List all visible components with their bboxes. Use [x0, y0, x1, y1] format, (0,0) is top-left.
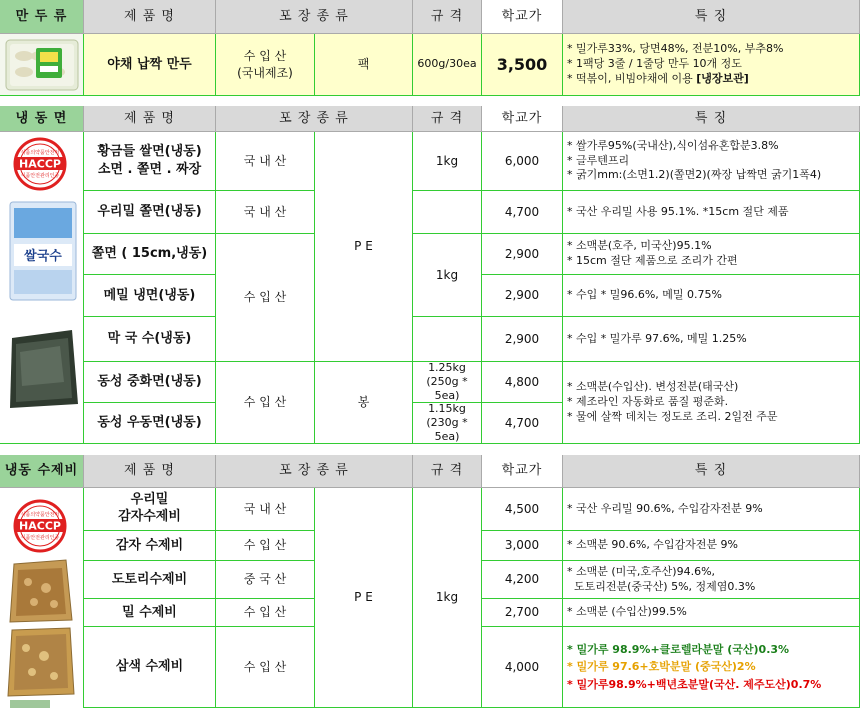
feature-line: * 떡볶이, 비빔야채에 이용 [냉장보관]	[567, 71, 749, 85]
svg-text:쌀국수: 쌀국수	[24, 249, 62, 264]
svg-text:HACCP: HACCP	[19, 519, 61, 533]
feature-line-pumpkin: * 밀가루 97.6+호박분말 (중국산)2%	[567, 660, 756, 674]
spec: 600g/30ea	[413, 34, 482, 96]
origin: 수 입 산	[216, 599, 315, 627]
price: 3,500	[482, 34, 563, 96]
col-header-features: 특 징	[563, 455, 860, 488]
product-name: 동성 중화면(냉동)	[84, 362, 216, 403]
col-header-spec: 규 격	[413, 0, 482, 34]
spec: 1kg	[413, 234, 482, 317]
col-header-product: 제 품 명	[84, 0, 216, 34]
origin: 수 입 산	[216, 531, 315, 561]
feature-line: * 소맥분(수입산). 변성전분(태국산)	[567, 380, 739, 394]
product-name: 막 국 수(냉동)	[84, 317, 216, 362]
feature-line: * 글루텐프리	[567, 153, 630, 167]
category-header-dumpling: 만 두 류	[0, 0, 84, 34]
features: * 소맥분 (수입산)99.5%	[563, 599, 860, 627]
svg-text:식품안전관리인증: 식품안전관리인증	[20, 535, 60, 541]
origin-cell	[216, 34, 315, 96]
spec: 1kg	[413, 132, 482, 191]
features: * 국산 우리밀 90.6%, 수입감자전분 9%	[563, 488, 860, 531]
features: * 국산 우리밀 사용 95.1%. *15cm 절단 제품	[563, 191, 860, 234]
feature-line: * 물에 살짝 데치는 정도로 조리. 2일전 주문	[567, 409, 778, 423]
product-name: 감자 수제비	[84, 531, 216, 561]
origin-line1: 수 입 산	[243, 49, 287, 64]
price: 4,700	[482, 191, 563, 234]
price: 2,900	[482, 275, 563, 317]
features	[563, 132, 860, 191]
price: 4,500	[482, 488, 563, 531]
col-header-price: 학교가	[482, 0, 563, 34]
col-header-price: 학교가	[482, 106, 563, 132]
product-name: 쫄면 ( 15cm,냉동)	[84, 234, 216, 275]
haccp-icon	[0, 132, 84, 444]
spec: 1.25kg (250g * 5ea)	[413, 362, 482, 403]
pack-type-pe: P E	[315, 488, 413, 708]
svg-text:식품안전관리인증: 식품안전관리인증	[20, 173, 60, 179]
feature-line-chlorella: * 밀가루 98.9%+클로렐라분말 (국산)0.3%	[567, 643, 790, 657]
origin-line2: (국내제조)	[237, 65, 293, 80]
features	[563, 34, 860, 96]
pack-type: 팩	[315, 34, 413, 96]
price: 4,200	[482, 561, 563, 599]
svg-text:HACCP: HACCP	[19, 157, 61, 171]
price: 4,700	[482, 403, 563, 444]
product-name: 메밀 냉면(냉동)	[84, 275, 216, 317]
category-header-sujebi: 냉동 수제비	[0, 455, 84, 488]
price: 2,900	[482, 234, 563, 275]
dumpling-product-image	[0, 34, 84, 96]
svg-text:식품의약품안전처: 식품의약품안전처	[20, 512, 60, 518]
storage-note: [냉장보관]	[696, 71, 749, 85]
product-name: 동성 우동면(냉동)	[84, 403, 216, 444]
features: * 소맥분 90.6%, 수입감자전분 9%	[563, 531, 860, 561]
product-name: 도토리수제비	[84, 561, 216, 599]
features: * 수입 * 밀가루 97.6%, 메밀 1.25%	[563, 317, 860, 362]
feature-line: * 소맥분 (미국,호주산)94.6%,	[567, 564, 716, 578]
feature-line: * 제조라인 자동화로 품질 평준화.	[567, 395, 729, 409]
origin: 수 입 산	[216, 234, 315, 362]
features	[563, 362, 860, 444]
origin: 국 내 산	[216, 488, 315, 531]
features	[563, 234, 860, 275]
col-header-spec: 규 격	[413, 455, 482, 488]
pack-type-bag: 봉	[315, 362, 413, 444]
origin: 중 국 산	[216, 561, 315, 599]
price: 3,000	[482, 531, 563, 561]
spec-empty	[413, 191, 482, 234]
origin: 국 내 산	[216, 191, 315, 234]
product-name: 야채 납짝 만두	[84, 34, 216, 96]
price: 4,000	[482, 627, 563, 708]
col-header-packaging: 포 장 종 류	[216, 0, 413, 34]
col-header-features: 특 징	[563, 106, 860, 132]
features	[563, 561, 860, 599]
col-header-product: 제 품 명	[84, 455, 216, 488]
feature-line: * 소맥분(호주, 미국산)95.1%	[567, 239, 712, 253]
feature-line: * 1팩당 3줄 / 1줄당 만두 10개 정도	[567, 57, 742, 71]
feature-line: * 굵기mm:(소면1.2)(쫄면2)(짜장 납짝면 굵기1폭4)	[567, 168, 822, 182]
col-header-features: 특 징	[563, 0, 860, 34]
feature-line: * 쌀가루95%(국내산),식이섬유혼합분3.8%	[567, 138, 779, 152]
price: 2,700	[482, 599, 563, 627]
origin: 국 내 산	[216, 132, 315, 191]
price: 2,900	[482, 317, 563, 362]
product-name: 우리밀 감자수제비	[84, 488, 216, 531]
col-header-product: 제 품 명	[84, 106, 216, 132]
spec-empty	[413, 317, 482, 362]
col-header-spec: 규 격	[413, 106, 482, 132]
features	[563, 627, 860, 708]
sujebi-image-column	[0, 488, 84, 708]
product-name: 황금들 쌀면(냉동) 소면 . 쫄면 . 짜장	[84, 132, 216, 191]
origin: 수 입 산	[216, 362, 315, 444]
feature-line-cactus: * 밀가루98.9%+백년초분말(국산. 제주도산)0.7%	[567, 677, 822, 691]
feature-line: * 15cm 절단 제품으로 조리가 간편	[567, 254, 738, 267]
haccp-icon	[0, 488, 84, 708]
price: 4,800	[482, 362, 563, 403]
spec: 1kg	[413, 488, 482, 708]
feature-line: * 밀가루33%, 당면48%, 전분10%, 부추8%	[567, 42, 784, 56]
features: * 수입 * 밀96.6%, 메밀 0.75%	[563, 275, 860, 317]
spec: 1.15kg (230g * 5ea)	[413, 403, 482, 444]
product-name: 밀 수제비	[84, 599, 216, 627]
col-header-packaging: 포 장 종 류	[216, 455, 413, 488]
origin: 수 입 산	[216, 627, 315, 708]
noodle-image-column	[0, 132, 84, 444]
price: 6,000	[482, 132, 563, 191]
col-header-packaging: 포 장 종 류	[216, 106, 413, 132]
svg-text:식품의약품안전처: 식품의약품안전처	[20, 150, 60, 156]
col-header-price: 학교가	[482, 455, 563, 488]
feature-line: 도토리전분(중국산) 5%, 정제염0.3%	[567, 579, 756, 593]
category-header-frozen-noodles: 냉 동 면	[0, 106, 84, 132]
product-name: 우리밀 쫄면(냉동)	[84, 191, 216, 234]
product-name: 삼색 수제비	[84, 627, 216, 708]
pack-type-pe: P E	[315, 132, 413, 362]
